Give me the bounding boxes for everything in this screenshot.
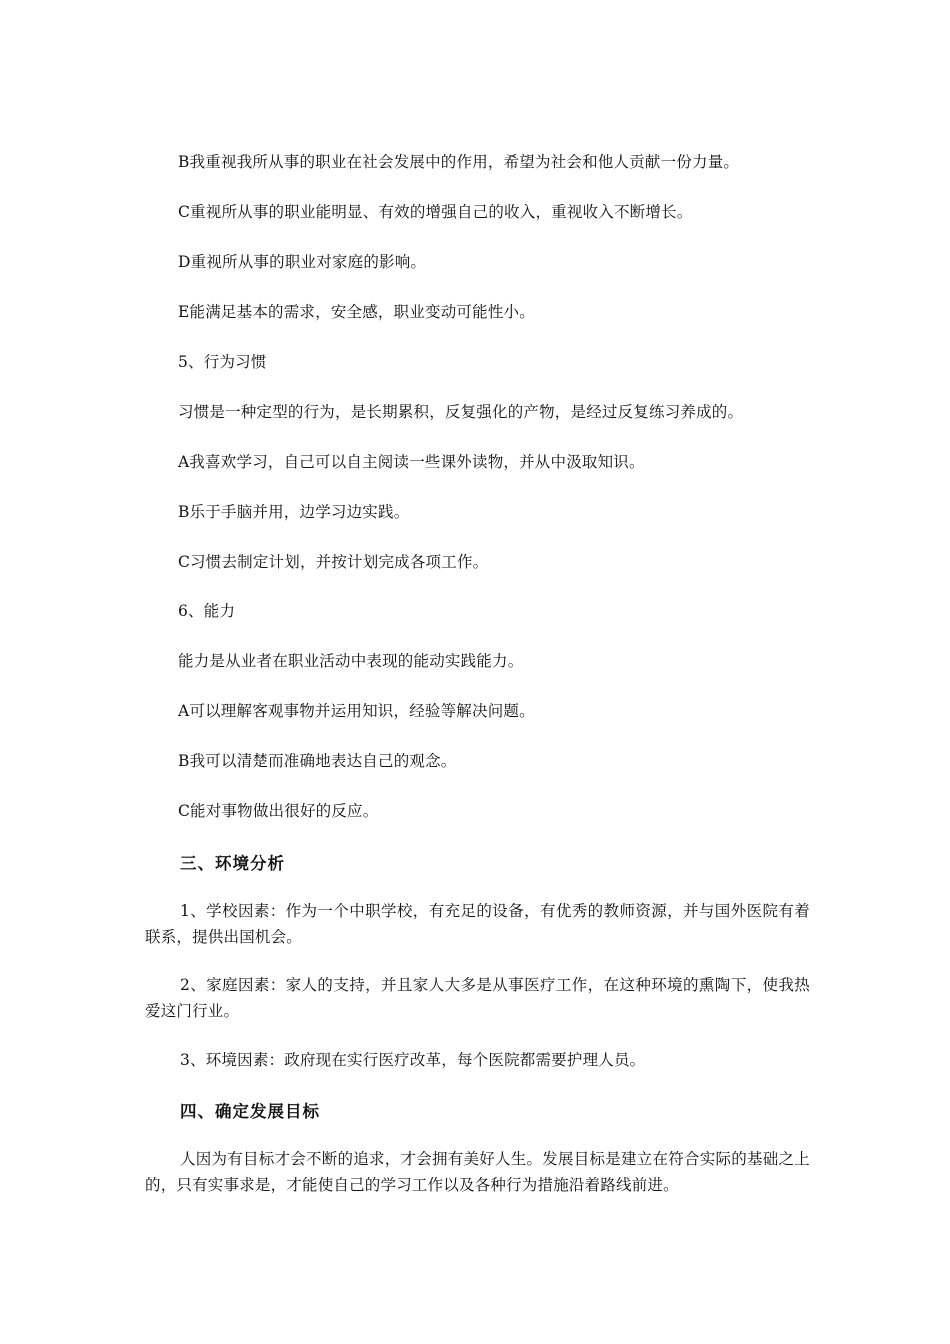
item-heading-habits: 5、行为习惯: [178, 353, 267, 371]
option-b-habits: B乐于手脑并用，边学习边实践。: [178, 503, 410, 521]
paragraph-family-factors: 2、家庭因素：家人的支持，并且家人大多是从事医疗工作，在这种环境的熏陶下，使我热爱这门行业。: [145, 976, 810, 1020]
option-e-value: E能满足基本的需求，安全感，职业变动可能性小。: [178, 303, 535, 321]
option-c-value: C重视所从事的职业能明显、有效的增强自己的收入，重视收入不断增长。: [178, 203, 693, 221]
option-c-habits: C习惯去制定计划，并按计划完成各项工作。: [178, 553, 489, 571]
option-a-ability: A可以理解客观事物并运用知识，经验等解决问题。: [178, 702, 535, 720]
item-heading-ability: 6、能力: [178, 602, 236, 620]
option-c-ability: C能对事物做出很好的反应。: [178, 802, 379, 820]
option-d-value: D重视所从事的职业对家庭的影响。: [178, 253, 427, 271]
section-heading-goals: 四、确定发展目标: [180, 1102, 320, 1121]
ability-description: 能力是从业者在职业活动中表现的能动实践能力。: [178, 652, 524, 670]
option-a-habits: A我喜欢学习，自己可以自主阅读一些课外读物，并从中汲取知识。: [178, 453, 645, 471]
section-heading-environment: 三、环境分析: [180, 854, 285, 873]
option-b-value: B我重视我所从事的职业在社会发展中的作用，希望为社会和他人贡献一份力量。: [178, 153, 740, 171]
option-b-ability: B我可以清楚而准确地表达自己的观念。: [178, 752, 457, 770]
paragraph-school-factors: 1、学校因素：作为一个中职学校，有充足的设备，有优秀的教师资源，并与国外医院有着联系，提供出国机会。: [145, 902, 810, 946]
paragraph-goals: 人因为有目标才会不断的追求，才会拥有美好人生。发展目标是建立在符合实际的基础之上的，只有实事求是，才能使自己的学习工作以及各种行为措施沿着路线前进。: [145, 1150, 810, 1194]
habits-description: 习惯是一种定型的行为，是长期累积，反复强化的产物，是经过反复练习养成的。: [178, 403, 744, 421]
paragraph-environment-factors: 3、环境因素：政府现在实行医疗改革，每个医院都需要护理人员。: [180, 1051, 646, 1069]
